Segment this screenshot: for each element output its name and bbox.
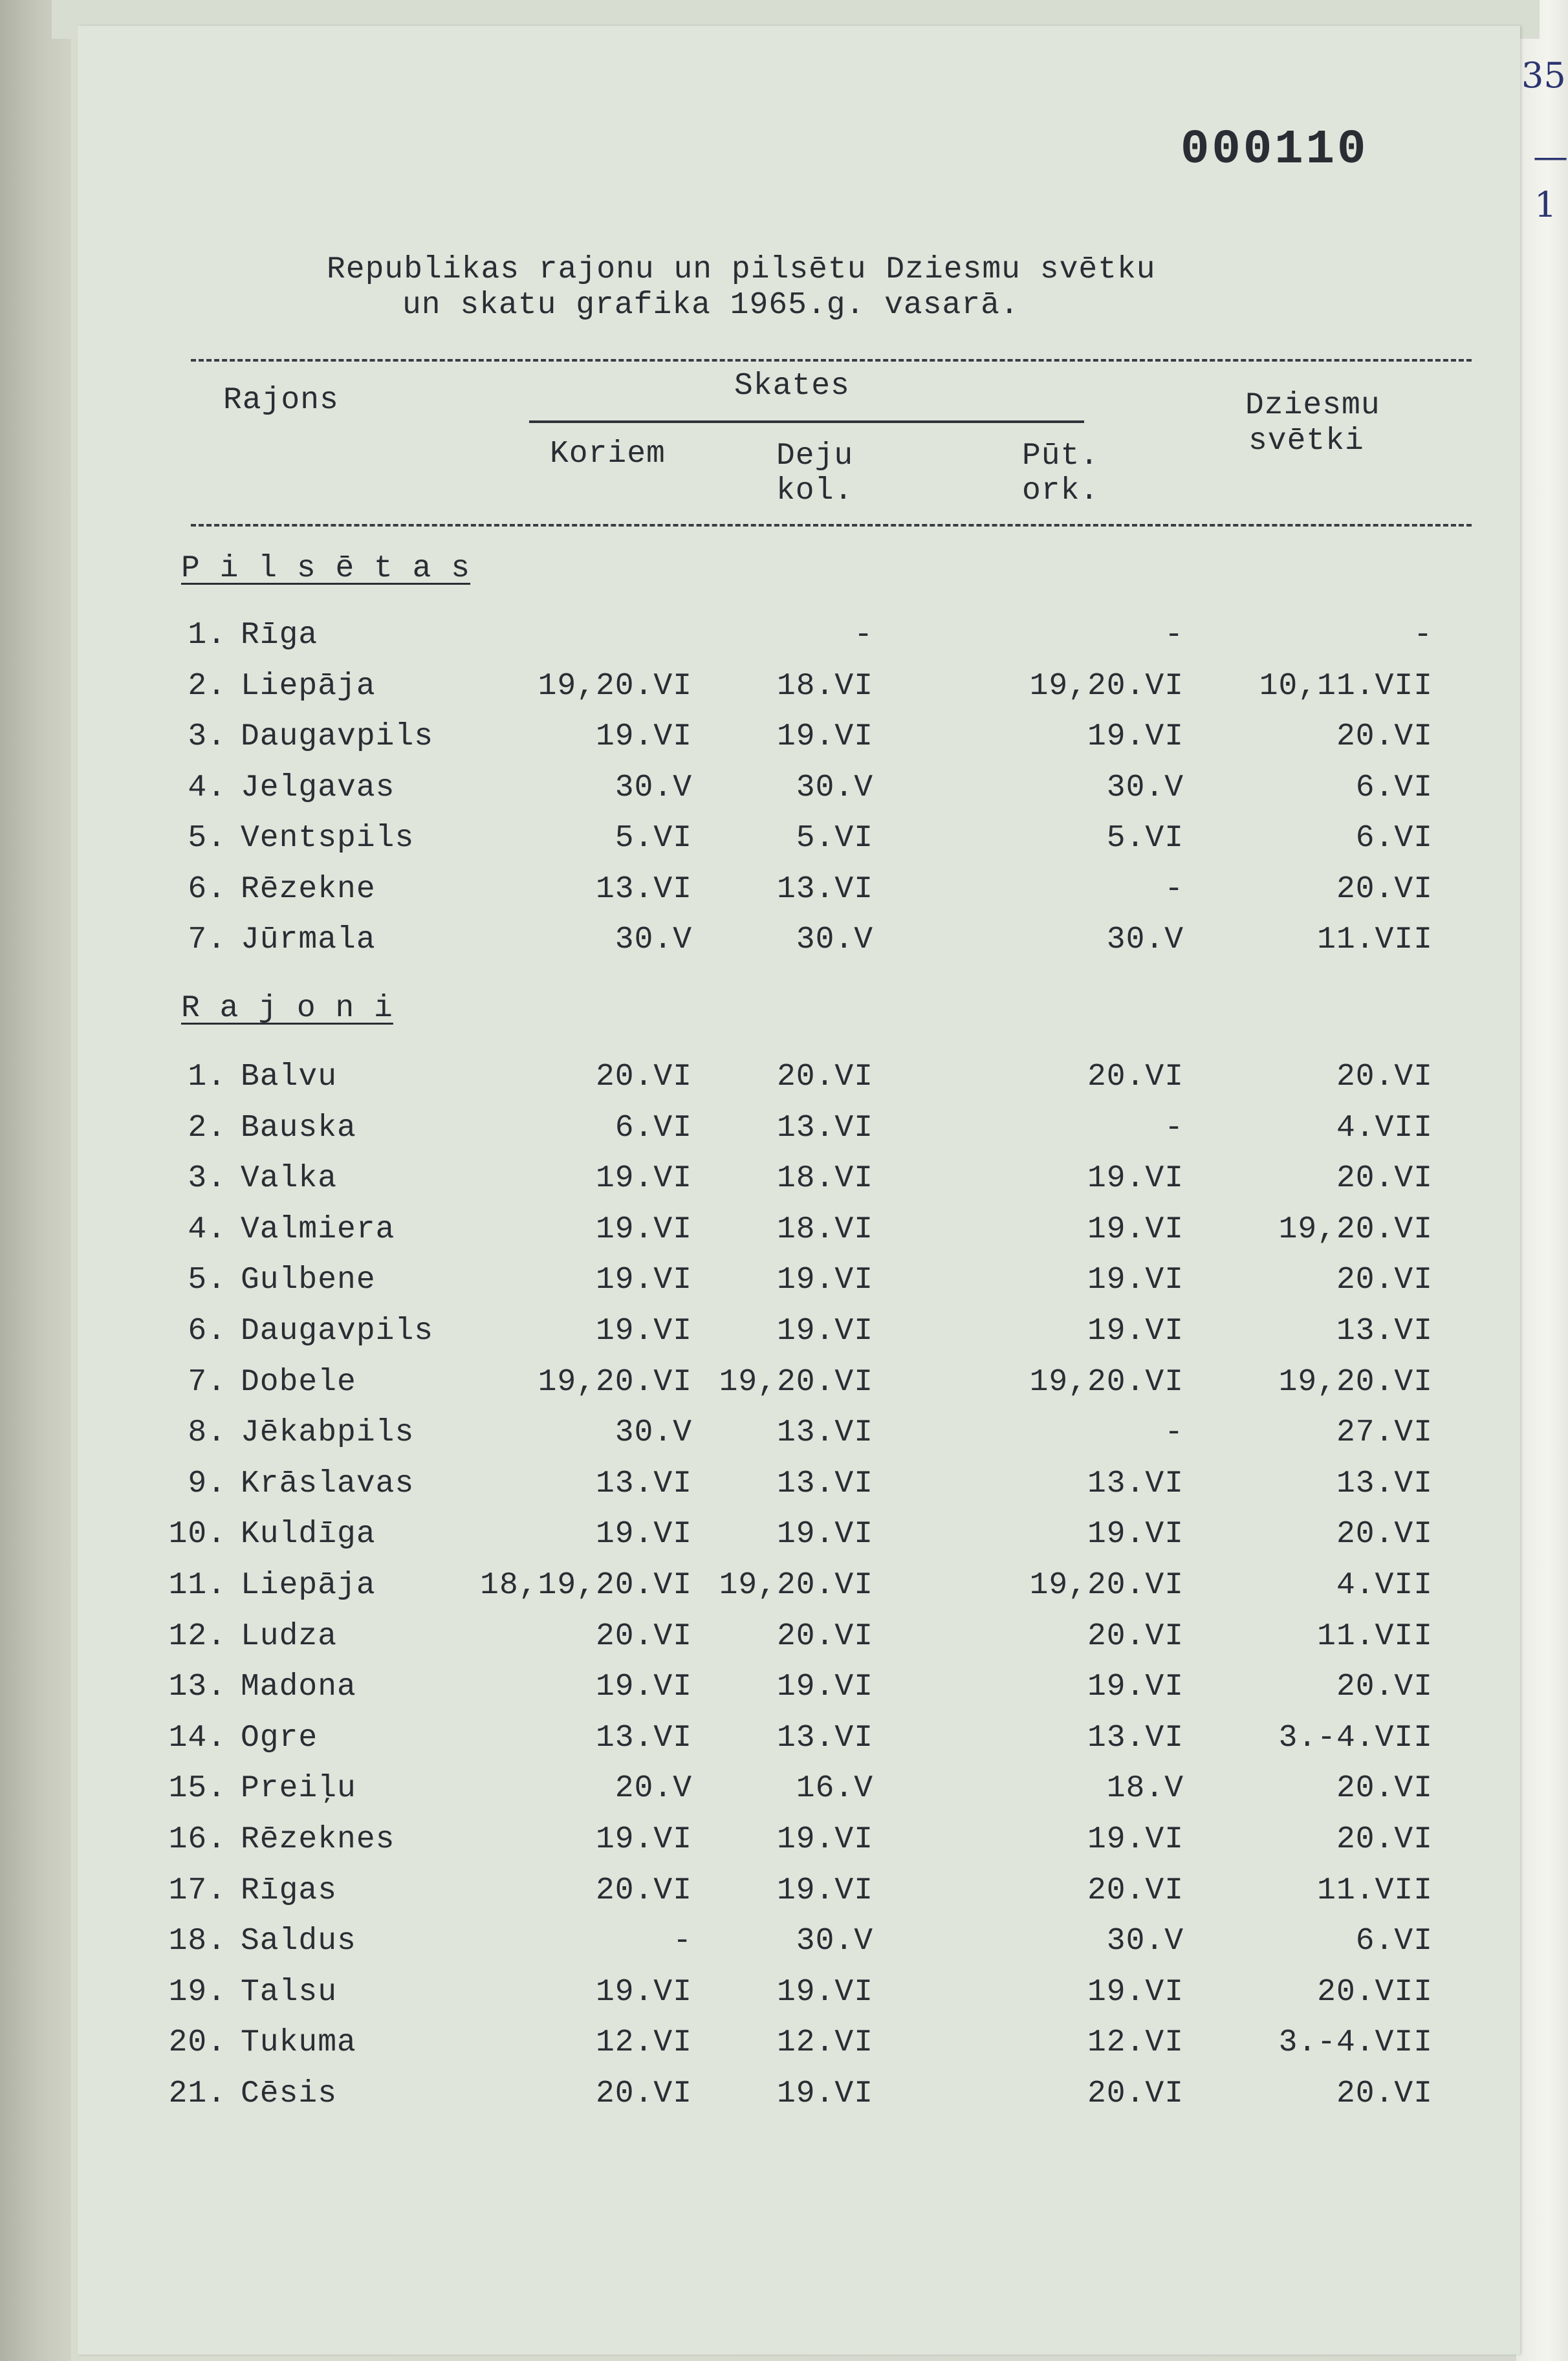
header-put: Pūt. (1022, 439, 1100, 473)
cell-dziesmu: 20.VI (1336, 1263, 1433, 1298)
cell-dziesmu: 20.VI (1336, 1822, 1433, 1857)
cell-koriem: 19.VI (595, 1212, 692, 1247)
cell-koriem: 30.V (615, 922, 692, 957)
margin-note: 35 (1521, 55, 1566, 96)
cell-dziesmu: 27.VI (1336, 1415, 1433, 1451)
cell-put: 19.VI (1087, 1212, 1184, 1247)
margin-mark: — (1533, 136, 1568, 177)
cell-name: Bauska (241, 1110, 356, 1146)
cell-deju: 19,20.VI (719, 1568, 873, 1603)
header-deju-kol: kol. (776, 473, 854, 508)
cell-no: 19. (168, 1974, 226, 2010)
cell-put: 18.V (1106, 1771, 1184, 1807)
cell-dziesmu: 4.VII (1336, 1568, 1433, 1603)
cell-deju: 18.VI (776, 1161, 873, 1197)
cell-koriem: 30.V (615, 770, 692, 805)
cell-deju: 5.VI (796, 821, 873, 856)
cell-put: 19.VI (1087, 1314, 1184, 1349)
section-rajoni: R a j o n i (181, 991, 393, 1026)
cell-deju: 18.VI (776, 668, 873, 704)
cell-dziesmu: 20.VI (1336, 1670, 1433, 1705)
cell-no: 5. (188, 1263, 226, 1298)
cell-deju: 13.VI (776, 871, 873, 907)
cell-deju: 19.VI (776, 1670, 873, 1705)
cell-koriem: 13.VI (595, 1466, 692, 1501)
cell-no: 6. (188, 1314, 226, 1349)
cell-dziesmu: 20.VI (1336, 1060, 1433, 1094)
cell-koriem: 19.VI (595, 1263, 692, 1298)
cell-deju: 19.VI (776, 1517, 873, 1552)
cell-dziesmu: 6.VI (1355, 770, 1433, 805)
margin-mark: 1 (1534, 184, 1557, 225)
cell-name: Ogre (241, 1720, 318, 1756)
cell-name: Cēsis (241, 2076, 338, 2111)
cell-no: 7. (188, 1364, 226, 1400)
cell-koriem: 19.VI (595, 1161, 692, 1197)
cell-no: 1. (188, 618, 226, 653)
cell-koriem: 13.VI (595, 1720, 692, 1756)
cell-deju: 18.VI (776, 1212, 873, 1247)
cell-no: 3. (188, 1161, 226, 1197)
cell-name: Saldus (241, 1924, 356, 1959)
cell-name: Kuldīga (241, 1517, 376, 1552)
cell-no: 20. (168, 2025, 226, 2061)
cell-dziesmu: 13.VI (1336, 1466, 1433, 1501)
cell-deju: 30.V (796, 1924, 873, 1959)
cell-put: 19.VI (1087, 1974, 1184, 2010)
cell-name: Ventspils (241, 821, 415, 856)
cell-put: 19.VI (1087, 1517, 1184, 1552)
cell-put: 20.VI (1087, 2076, 1184, 2111)
cell-put: 12.VI (1087, 2025, 1184, 2061)
cell-koriem: - (673, 1924, 692, 1959)
cell-deju: 20.VI (776, 1060, 873, 1094)
cell-no: 2. (188, 668, 226, 704)
cell-name: Jēkabpils (241, 1415, 415, 1451)
cell-name: Rēzekne (241, 871, 376, 907)
cell-deju: 20.VI (776, 1618, 873, 1654)
cell-name: Valmiera (241, 1212, 395, 1247)
cell-no: 16. (168, 1822, 226, 1857)
cell-name: Daugavpils (241, 719, 434, 754)
cell-koriem: 19,20.VI (538, 1364, 692, 1400)
cell-no: 17. (168, 1873, 226, 1908)
header-rule (529, 420, 1084, 423)
cell-deju: 16.V (796, 1771, 873, 1807)
cell-dziesmu: 19,20.VI (1278, 1212, 1433, 1247)
dashed-divider (191, 359, 1472, 362)
cell-name: Rīgas (241, 1873, 338, 1908)
header-put-ork: ork. (1022, 473, 1100, 508)
cell-put: 30.V (1106, 1924, 1184, 1959)
cell-dziesmu: 11.VII (1317, 922, 1433, 957)
section-pilsetas: P i l s ē t a s (181, 551, 471, 586)
dashed-divider (191, 524, 1472, 527)
cell-no: 5. (188, 821, 226, 856)
cell-koriem: 20.VI (595, 1873, 692, 1908)
binding-edge (0, 0, 71, 2361)
cell-deju: 13.VI (776, 1466, 873, 1501)
cell-dziesmu: 3.-4.VII (1278, 1720, 1433, 1756)
page-subtitle: un skatu grafika 1965.g. vasarā. (402, 288, 1019, 323)
cell-put: 13.VI (1087, 1466, 1184, 1501)
cell-name: Valka (241, 1161, 338, 1197)
cell-put: 19.VI (1087, 719, 1184, 754)
cell-put: 19.VI (1087, 1822, 1184, 1857)
cell-name: Gulbene (241, 1263, 376, 1298)
document-number: 000110 (1181, 123, 1369, 177)
page-edge-right (1516, 0, 1568, 2361)
cell-name: Madona (241, 1670, 356, 1705)
cell-put: 19,20.VI (1029, 1568, 1184, 1603)
cell-dziesmu: 6.VI (1355, 1924, 1433, 1959)
cell-koriem: 20.VI (595, 1060, 692, 1094)
cell-no: 18. (168, 1924, 226, 1959)
cell-put: 13.VI (1087, 1720, 1184, 1756)
cell-name: Balvu (241, 1060, 338, 1094)
cell-deju: 13.VI (776, 1415, 873, 1451)
cell-put: 19.VI (1087, 1670, 1184, 1705)
cell-no: 4. (188, 770, 226, 805)
header-deju: Deju (776, 439, 854, 473)
cell-no: 9. (188, 1466, 226, 1501)
cell-dziesmu: 20.VI (1336, 1771, 1433, 1807)
cell-no: 2. (188, 1110, 226, 1146)
header-svetki: svētki (1248, 424, 1364, 459)
cell-deju: 13.VI (776, 1720, 873, 1756)
cell-dziesmu: 19,20.VI (1278, 1364, 1433, 1400)
cell-no: 6. (188, 871, 226, 907)
cell-koriem: 19.VI (595, 1670, 692, 1705)
cell-deju: 19.VI (776, 1974, 873, 2010)
cell-put: 30.V (1106, 922, 1184, 957)
cell-no: 14. (168, 1720, 226, 1756)
cell-name: Liepāja (241, 1568, 376, 1603)
cell-deju: 19.VI (776, 719, 873, 754)
cell-dziesmu: 11.VII (1317, 1873, 1433, 1908)
cell-koriem: 20.VI (595, 2076, 692, 2111)
cell-put: 19.VI (1087, 1263, 1184, 1298)
cell-name: Krāslavas (241, 1466, 415, 1501)
cell-name: Liepāja (241, 668, 376, 704)
cell-name: Preiļu (241, 1771, 356, 1807)
cell-deju: 19.VI (776, 1314, 873, 1349)
cell-put: 19.VI (1087, 1161, 1184, 1197)
cell-dziesmu: 20.VI (1336, 719, 1433, 754)
cell-koriem: 19.VI (595, 1314, 692, 1349)
cell-koriem: 18,19,20.VI (480, 1568, 692, 1603)
cell-deju: 19.VI (776, 1822, 873, 1857)
cell-name: Jelgavas (241, 770, 395, 805)
cell-put: - (1164, 1415, 1184, 1451)
cell-dziesmu: 20.VI (1336, 1517, 1433, 1552)
cell-no: 21. (168, 2076, 226, 2111)
cell-name: Tukuma (241, 2025, 356, 2061)
cell-koriem: 19.VI (595, 1822, 692, 1857)
cell-koriem: 20.V (615, 1771, 692, 1807)
cell-put: 20.VI (1087, 1618, 1184, 1654)
page-title: Republikas rajonu un pilsētu Dziesmu svētku (327, 252, 1156, 287)
cell-put: 20.VI (1087, 1060, 1184, 1094)
cell-name: Daugavpils (241, 1314, 434, 1349)
cell-dziesmu: 10,11.VII (1259, 668, 1433, 704)
cell-put: 19,20.VI (1029, 668, 1184, 704)
cell-put: - (1164, 1110, 1184, 1146)
cell-put: 19,20.VI (1029, 1364, 1184, 1400)
cell-name: Ludza (241, 1618, 338, 1654)
cell-dziesmu: - (1413, 618, 1433, 653)
cell-put: - (1164, 618, 1184, 653)
cell-deju: 30.V (796, 770, 873, 805)
cell-no: 1. (188, 1060, 226, 1094)
cell-no: 10. (168, 1517, 226, 1552)
cell-deju: 30.V (796, 922, 873, 957)
cell-dziesmu: 3.-4.VII (1278, 2025, 1433, 2061)
cell-no: 12. (168, 1618, 226, 1654)
cell-no: 15. (168, 1771, 226, 1807)
cell-koriem: 5.VI (615, 821, 692, 856)
cell-put: - (1164, 871, 1184, 907)
cell-koriem: 19.VI (595, 719, 692, 754)
cell-dziesmu: 11.VII (1317, 1618, 1433, 1654)
cell-koriem: 19.VI (595, 1517, 692, 1552)
cell-no: 13. (168, 1670, 226, 1705)
cell-koriem: 12.VI (595, 2025, 692, 2061)
cell-koriem: 6.VI (615, 1110, 692, 1146)
cell-deju: - (854, 618, 873, 653)
cell-deju: 19.VI (776, 2076, 873, 2111)
cell-dziesmu: 20.VI (1336, 871, 1433, 907)
cell-dziesmu: 4.VII (1336, 1110, 1433, 1146)
cell-koriem: 19,20.VI (538, 668, 692, 704)
cell-dziesmu: 13.VI (1336, 1314, 1433, 1349)
cell-put: 30.V (1106, 770, 1184, 805)
cell-no: 4. (188, 1212, 226, 1247)
cell-deju: 19.VI (776, 1873, 873, 1908)
cell-put: 20.VI (1087, 1873, 1184, 1908)
cell-deju: 12.VI (776, 2025, 873, 2061)
cell-name: Rēzeknes (241, 1822, 395, 1857)
cell-no: 8. (188, 1415, 226, 1451)
cell-dziesmu: 20.VI (1336, 1161, 1433, 1197)
cell-deju: 13.VI (776, 1110, 873, 1146)
cell-name: Dobele (241, 1364, 356, 1400)
cell-name: Talsu (241, 1974, 338, 2010)
cell-deju: 19,20.VI (719, 1364, 873, 1400)
cell-name: Jūrmala (241, 922, 376, 957)
cell-koriem: 20.VI (595, 1618, 692, 1654)
cell-koriem: 19.VI (595, 1974, 692, 2010)
cell-deju: 19.VI (776, 1263, 873, 1298)
cell-no: 7. (188, 922, 226, 957)
header-rajons: Rajons (223, 383, 339, 418)
header-koriem: Koriem (550, 437, 666, 472)
cell-dziesmu: 6.VI (1355, 821, 1433, 856)
cell-put: 5.VI (1106, 821, 1184, 856)
cell-koriem: 30.V (615, 1415, 692, 1451)
cell-no: 3. (188, 719, 226, 754)
cell-name: Rīga (241, 618, 318, 653)
cell-koriem: 13.VI (595, 871, 692, 907)
cell-dziesmu: 20.VI (1336, 2076, 1433, 2111)
cell-no: 11. (168, 1568, 226, 1603)
header-skates: Skates (734, 369, 850, 404)
header-dziesmu: Dziesmu (1245, 388, 1380, 423)
cell-dziesmu: 20.VII (1317, 1974, 1433, 2010)
